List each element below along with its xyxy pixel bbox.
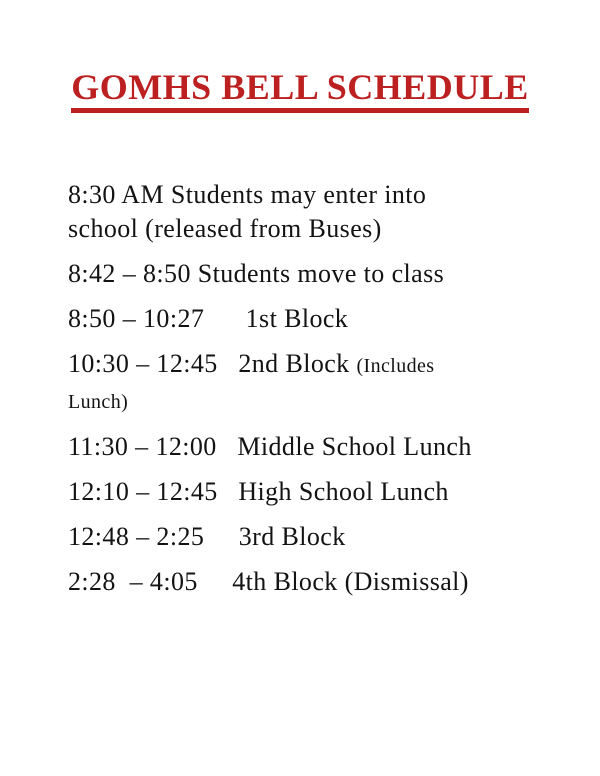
schedule-row	[68, 383, 538, 419]
schedule-row-text: school (released from Buses)	[68, 213, 382, 243]
schedule-row	[68, 302, 538, 336]
schedule-row-text: 12:48 – 2:25 3rd Block	[68, 521, 346, 551]
schedule-row-text: 8:50 – 10:27 1st Block	[68, 303, 349, 333]
schedule-row-text: 12:10 – 12:45 High School Lunch	[68, 476, 449, 506]
schedule-row	[68, 347, 538, 383]
page-title-text: GOMHS BELL SCHEDULE	[71, 68, 529, 113]
schedule-row	[68, 430, 538, 464]
schedule-row	[68, 520, 538, 554]
schedule-row-text: 8:30 AM Students may enter into	[68, 179, 427, 209]
schedule-row-text-small: (Includes	[356, 354, 435, 377]
schedule-row	[68, 212, 538, 246]
page-title	[0, 68, 600, 113]
schedule-row-text: 11:30 – 12:00 Middle School Lunch	[68, 431, 472, 461]
schedule-row-text: 8:42 – 8:50 Students move to class	[68, 258, 445, 288]
schedule-row	[68, 257, 538, 291]
schedule-row	[68, 475, 538, 509]
schedule-row	[68, 178, 538, 212]
schedule	[68, 178, 538, 599]
schedule-row-text: 10:30 – 12:45 2nd Block	[68, 348, 357, 378]
schedule-row	[68, 565, 538, 599]
schedule-row-text-small: Lunch)	[68, 390, 129, 413]
schedule-row-text: 2:28 – 4:05 4th Block (Dismissal)	[68, 566, 469, 596]
